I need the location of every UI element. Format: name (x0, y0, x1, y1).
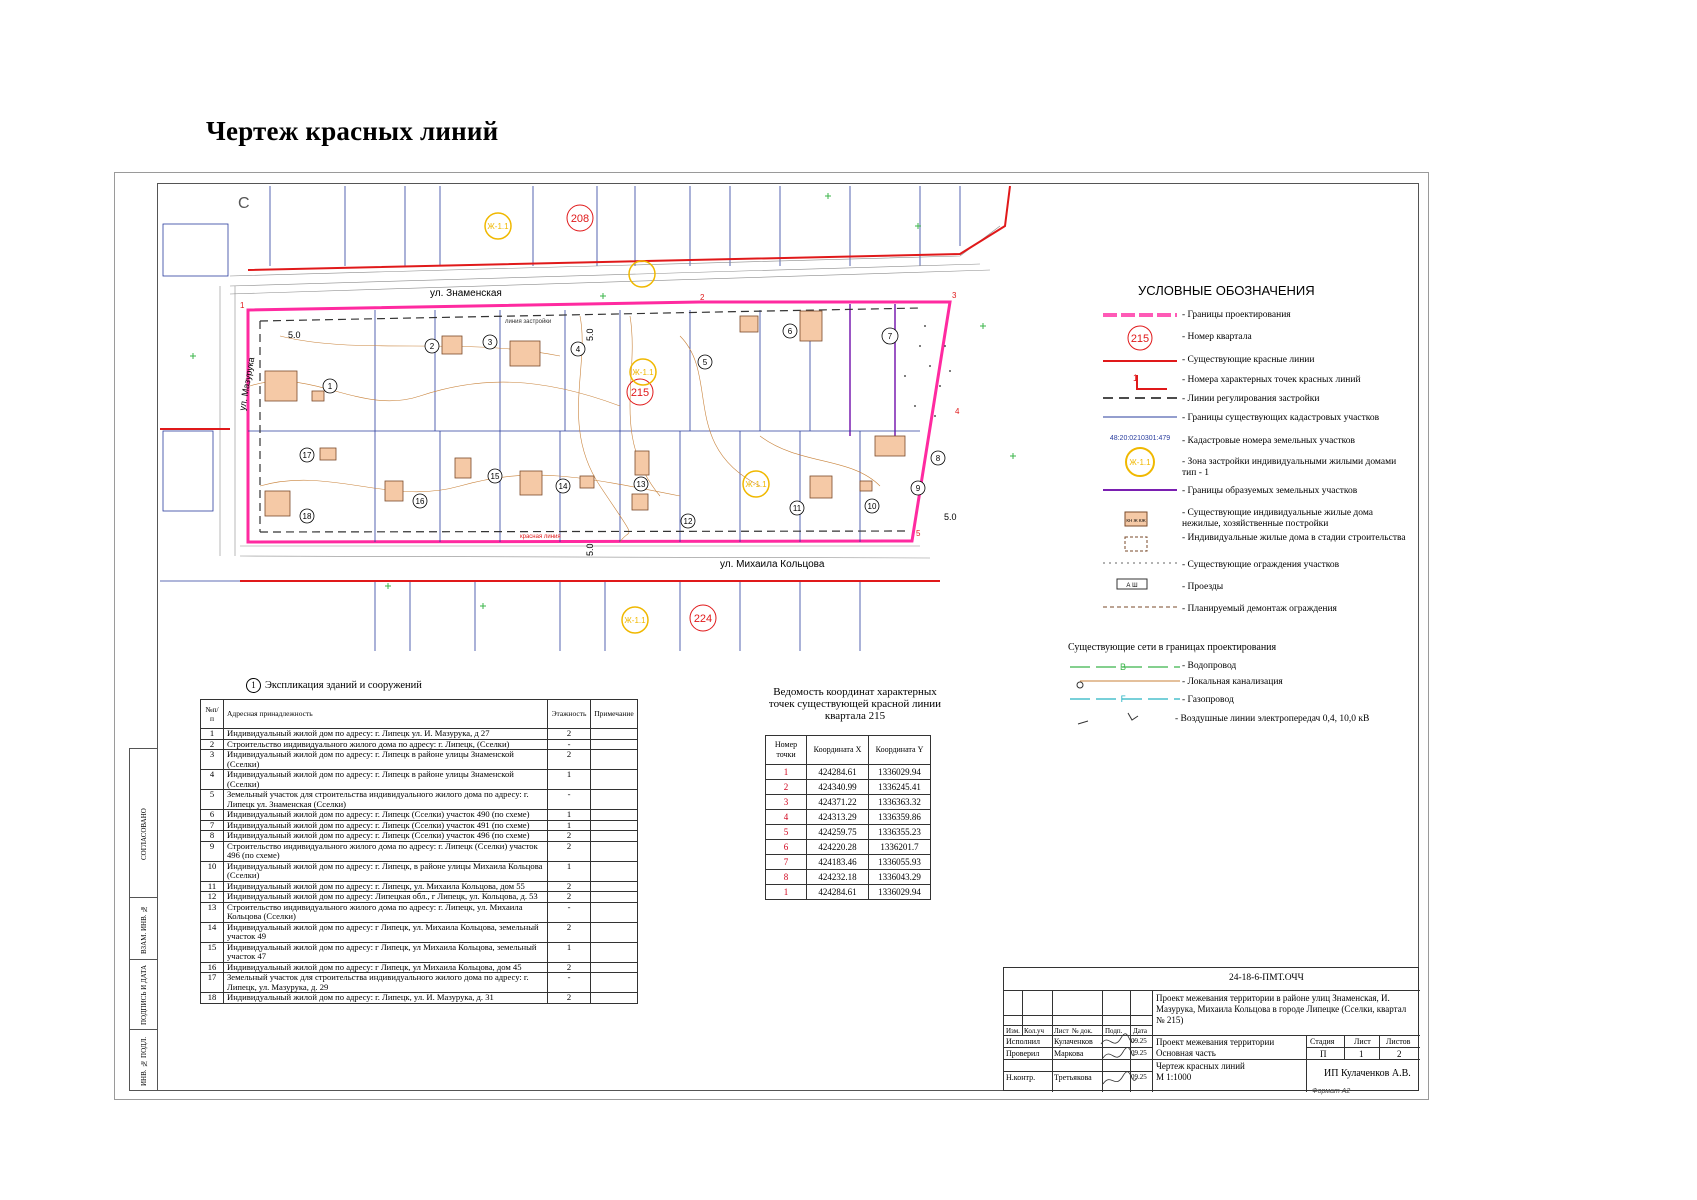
expl-header-note: Примечание (591, 700, 638, 729)
network-symbols (1068, 658, 1188, 728)
coord-cell-y: 1336363.32 (869, 795, 931, 810)
table-row (201, 881, 638, 892)
expl-cell-note (591, 892, 638, 903)
compass-north: С (238, 195, 250, 212)
coord-cell-point: 1 (766, 765, 807, 780)
expl-cell-address: Индивидуальный жилой дом по адресу: Липецкая обл., г Липецк, ул. Кольцова, д. 53 (224, 892, 548, 903)
expl-cell-note (591, 831, 638, 842)
coord-cell-point: 8 (766, 870, 807, 885)
expl-cell-address: Индивидуальный жилой дом по адресу: г. Липецк (Сселки) участок 491 (по схеме) (224, 820, 548, 831)
plot-7: 7 (887, 332, 893, 341)
stamp-project: Проект межевания территории в районе улиц Знаменская, И. Мазурука, Михаила Кольцова в городе Липецке (Сселки, квартал № 215) (1156, 993, 1407, 1025)
expl-cell-floors: 2 (548, 881, 591, 892)
signatures-icon (1099, 1032, 1139, 1092)
expl-cell-num: 3 (201, 750, 224, 770)
expl-cell-num: 14 (201, 922, 224, 942)
coord-header-point: Номер точки (766, 736, 807, 765)
plot-17: 17 (302, 451, 312, 460)
expl-cell-floors: - (548, 739, 591, 750)
expl-cell-address: Индивидуальный жилой дом по адресу: г. Липецк, в районе улицы Михаила Кольцова (Сселки) (224, 861, 548, 881)
expl-cell-note (591, 739, 638, 750)
point-1: 1 (240, 301, 245, 310)
expl-cell-floors: 1 (548, 770, 591, 790)
legend-item-build-line: - Линии регулирования застройки (1182, 394, 1320, 404)
legend-title: УСЛОВНЫЕ ОБОЗНАЧЕНИЯ (1138, 283, 1315, 298)
plot-6: 6 (787, 327, 793, 336)
table-row (201, 770, 638, 790)
street-mazuruka: ул. Мазурука (237, 356, 257, 412)
coord-cell-x: 424371.22 (807, 795, 869, 810)
table-row (766, 780, 931, 795)
table-row (766, 870, 931, 885)
network-sym-gas: Г (1120, 694, 1126, 704)
label-red-line: красная линия (520, 534, 561, 540)
side-sign-date: ПОДПИСЬ И ДАТА (140, 964, 148, 1026)
quarter-markers (567, 205, 716, 631)
expl-cell-address: Индивидуальный жилой дом по адресу: г. Липецк (Сселки) участок 496 (по схеме) (224, 831, 548, 842)
explication-title-num: 1 (246, 678, 261, 693)
coord-cell-x: 424284.61 (807, 885, 869, 900)
format-label: Формат А2 (1312, 1088, 1351, 1095)
plot-8: 8 (935, 454, 941, 463)
stamp-name-1: Кулаченков (1054, 1037, 1093, 1046)
street-znamenskaya: ул. Знаменская (430, 288, 502, 299)
side-agreed: СОГЛАСОВАНО (140, 808, 148, 860)
expl-cell-floors: 1 (548, 810, 591, 821)
legend-item-zone: - Зона застройки индивидуальными жилыми домами тип - 1 (1182, 457, 1397, 478)
coord-header-y: Координата Y (869, 736, 931, 765)
coord-cell-point: 2 (766, 780, 807, 795)
coord-cell-x: 424313.29 (807, 810, 869, 825)
expl-cell-address: Индивидуальный жилой дом по адресу: г. Липецк (Сселки) участок 490 (по схеме) (224, 810, 548, 821)
stamp-stage-value: П (1320, 1049, 1327, 1059)
explication-title (246, 678, 422, 693)
plot-3: 3 (487, 338, 493, 347)
coord-cell-x: 424340.99 (807, 780, 869, 795)
legend-sym-point: 1 (1133, 373, 1139, 383)
cadastral-borders-top (163, 186, 960, 511)
legend-item-cad-number: - Кадастровые номера земельных участков (1182, 436, 1356, 446)
expl-cell-floors: 2 (548, 841, 591, 861)
plot-18: 18 (302, 512, 312, 521)
stamp-date-3: 09.25 (1131, 1073, 1147, 1081)
stamp-sheets-header: Листов (1386, 1037, 1411, 1046)
stamp-role-3: Н.контр. (1006, 1073, 1036, 1082)
expl-cell-num: 17 (201, 973, 224, 993)
expl-cell-floors: 1 (548, 820, 591, 831)
quarter-224: 224 (693, 613, 713, 625)
legend-item-proj-border: - Границы проектирования (1182, 310, 1291, 320)
legend-item-demolish: - Планируемый демонтаж ограждения (1182, 604, 1337, 614)
legend-sym-zone: Ж-1.1 (1129, 458, 1151, 467)
expl-cell-floors: 1 (548, 942, 591, 962)
coord-cell-point: 1 (766, 885, 807, 900)
label-build-line: линия застройки (505, 319, 552, 325)
expl-cell-floors: 2 (548, 729, 591, 740)
expl-cell-floors: 2 (548, 993, 591, 1004)
plot-12: 12 (683, 517, 693, 526)
table-row (201, 810, 638, 821)
legend-item-red-line: - Существующие красные линии (1182, 355, 1315, 365)
stamp-col-sign: Подп. (1105, 1027, 1123, 1035)
explication-table (200, 699, 638, 1004)
expl-cell-num: 4 (201, 770, 224, 790)
red-line-points (240, 291, 960, 538)
table-row (201, 962, 638, 973)
expl-cell-note (591, 881, 638, 892)
legend-item-new-plot: - Границы образуемых земельных участков (1182, 486, 1358, 496)
coordinates-title: Ведомость координат характерных точек существующей красной линии квартала 215 (768, 686, 942, 722)
stamp-code: 24-18-6-ПМТ.ОЧЧ (1229, 973, 1304, 983)
table-row (201, 861, 638, 881)
expl-cell-num: 12 (201, 892, 224, 903)
stamp-col-kol: Кол.уч (1024, 1027, 1044, 1035)
coord-cell-y: 1336359.86 (869, 810, 931, 825)
table-row (766, 765, 931, 780)
expl-cell-num: 13 (201, 902, 224, 922)
expl-cell-num: 5 (201, 790, 224, 810)
setback-2: 5.0 (585, 328, 595, 341)
point-3: 3 (952, 291, 957, 300)
plot-10: 10 (867, 502, 877, 511)
expl-cell-address: Индивидуальный жилой дом по адресу: г. Липецк, ул. И. Мазурука, д. 31 (224, 993, 548, 1004)
coord-cell-x: 424284.61 (807, 765, 869, 780)
coord-cell-x: 424232.18 (807, 870, 869, 885)
coord-cell-y: 1336245.41 (869, 780, 931, 795)
plot-16: 16 (415, 497, 425, 506)
stamp-name-3: Третьякова (1054, 1073, 1092, 1082)
table-row (201, 831, 638, 842)
coord-cell-y: 1336201.7 (869, 840, 931, 855)
expl-cell-num: 15 (201, 942, 224, 962)
table-row (766, 825, 931, 840)
legend-item-house: - Существующие индивидуальные жилые дома нежилые, хозяйственные постройки (1182, 508, 1373, 529)
stamp-section: Проект межевания территории Основная часть (1156, 1037, 1275, 1058)
stamp-drawing: Чертеж красных линий (1156, 1061, 1245, 1071)
expl-cell-note (591, 750, 638, 770)
network-power: - Воздушные линии электропередач 0,4, 10,0 кВ (1175, 714, 1370, 724)
legend-item-house-new: - Индивидуальные жилые дома в стадии строительства (1182, 533, 1406, 543)
coord-cell-point: 5 (766, 825, 807, 840)
expl-cell-floors: 2 (548, 962, 591, 973)
coord-header-x: Координата X (807, 736, 869, 765)
zone-label-2: Ж-1.1 (632, 368, 654, 377)
stamp-sheet-value: 1 (1359, 1049, 1364, 1059)
expl-cell-note (591, 770, 638, 790)
plot-2: 2 (429, 342, 435, 351)
table-row (766, 885, 931, 900)
expl-cell-num: 18 (201, 993, 224, 1004)
plot-15: 15 (490, 472, 500, 481)
zone-label-3: Ж-1.1 (745, 480, 767, 489)
expl-cell-note (591, 993, 638, 1004)
explication-title-text: Экспликация зданий и сооружений (265, 680, 422, 691)
expl-cell-num: 7 (201, 820, 224, 831)
table-row (201, 892, 638, 903)
expl-cell-address: Индивидуальный жилой дом по адресу: г. Липецк в районе улицы Знаменской (Сселки) (224, 770, 548, 790)
legend-sym-house: КН Ж КЖ (1126, 518, 1146, 523)
expl-header-num: №п/п (201, 700, 224, 729)
zone-label-4: Ж-1.1 (624, 616, 646, 625)
new-plot-borders (850, 304, 895, 436)
stamp-col-list: Лист (1054, 1027, 1069, 1035)
expl-cell-address: Индивидуальный жилой дом по адресу: г. Липецк, ул. Михаила Кольцова, дом 55 (224, 881, 548, 892)
coord-cell-y: 1336029.94 (869, 885, 931, 900)
stamp-date-1: 09.25 (1131, 1037, 1147, 1045)
expl-cell-num: 9 (201, 841, 224, 861)
stamp-stage-header: Стадия (1310, 1037, 1335, 1046)
plot-4: 4 (575, 345, 581, 354)
coord-cell-y: 1336029.94 (869, 765, 931, 780)
expl-cell-note (591, 810, 638, 821)
coord-cell-x: 424259.75 (807, 825, 869, 840)
table-row (201, 973, 638, 993)
page-title: Чертеж красных линий (206, 116, 499, 146)
plot-5: 5 (702, 358, 708, 367)
networks-title: Существующие сети в границах проектирования (1068, 642, 1277, 653)
table-row (201, 922, 638, 942)
expl-cell-address: Индивидуальный жилой дом по адресу: г Липецк, ул. Михаила Кольцова, земельный участок 49 (224, 922, 548, 942)
expl-cell-address: Индивидуальный жилой дом по адресу: г Липецк, ул Михаила Кольцова, земельный участок 47 (224, 942, 548, 962)
table-row (201, 942, 638, 962)
legend-item-fence: - Существующие ограждения участков (1182, 560, 1340, 570)
expl-cell-address: Строительство индивидуального жилого дома по адресу: г. Липецк (Сселки) участок 496 (по схеме) (224, 841, 548, 861)
setback-4: 5.0 (944, 512, 957, 522)
stamp-sheets-value: 2 (1397, 1049, 1402, 1059)
stamp-col-izm: Изм. (1006, 1027, 1020, 1035)
network-sewer: - Локальная канализация (1182, 677, 1283, 687)
table-row (201, 993, 638, 1004)
coord-cell-y: 1336355.23 (869, 825, 931, 840)
legend-item-cad-border: - Границы существующих кадастровых участков (1182, 413, 1380, 423)
quarter-208: 208 (570, 213, 590, 225)
legend-sym-quarter: 215 (1130, 333, 1150, 345)
point-5: 5 (916, 529, 921, 538)
table-row (766, 840, 931, 855)
expl-cell-floors: - (548, 790, 591, 810)
table-row (201, 790, 638, 810)
point-2: 2 (700, 293, 705, 302)
expl-cell-floors: 2 (548, 831, 591, 842)
plot-1: 1 (327, 382, 333, 391)
expl-cell-address: Земельный участок для строительства индивидуального жилого дома по адресу: г. Липецк, ул. Мазурука, д. 29 (224, 973, 548, 993)
coord-cell-point: 6 (766, 840, 807, 855)
expl-cell-floors: 2 (548, 750, 591, 770)
expl-cell-note (591, 861, 638, 881)
table-row (766, 855, 931, 870)
stamp-sheet-header: Лист (1354, 1037, 1371, 1046)
side-replace: ВЗАМ. ИНВ. № (140, 904, 148, 954)
expl-cell-num: 10 (201, 861, 224, 881)
legend-item-quarter-number: - Номер квартала (1182, 332, 1252, 342)
expl-cell-floors: - (548, 973, 591, 993)
expl-cell-floors: - (548, 902, 591, 922)
plot-11: 11 (792, 504, 802, 513)
network-sym-water: В (1119, 662, 1127, 672)
legend-item-pass: - Проезды (1182, 582, 1224, 592)
table-row (201, 729, 638, 740)
table-row (201, 902, 638, 922)
expl-cell-num: 1 (201, 729, 224, 740)
table-row (201, 739, 638, 750)
expl-cell-num: 16 (201, 962, 224, 973)
coord-cell-point: 3 (766, 795, 807, 810)
expl-cell-address: Индивидуальный жилой дом по адресу: г. Липецк в районе улицы Знаменской (Сселки) (224, 750, 548, 770)
roads (220, 226, 1000, 558)
expl-cell-note (591, 922, 638, 942)
table-row (201, 820, 638, 831)
expl-cell-address: Индивидуальный жилой дом по адресу: г. Липецк ул. И. Мазурука, д 27 (224, 729, 548, 740)
plot-14: 14 (558, 482, 568, 491)
expl-cell-note (591, 902, 638, 922)
expl-cell-num: 6 (201, 810, 224, 821)
legend-sym-cad: 48:20:0210301:479 (1109, 435, 1171, 442)
expl-cell-num: 11 (201, 881, 224, 892)
coordinates-table (765, 735, 931, 900)
point-4: 4 (955, 407, 960, 416)
stamp-role-2: Проверил (1006, 1049, 1040, 1058)
expl-cell-floors: 2 (548, 922, 591, 942)
expl-cell-note (591, 973, 638, 993)
expl-cell-note (591, 942, 638, 962)
coord-cell-x: 424183.46 (807, 855, 869, 870)
stamp-date-2: 09.25 (1131, 1049, 1147, 1057)
project-boundary (248, 302, 950, 542)
expl-cell-floors: 2 (548, 892, 591, 903)
table-row (201, 750, 638, 770)
expl-cell-address: Индивидуальный жилой дом по адресу: г Липецк, ул Михаила Кольцова, дом 45 (224, 962, 548, 973)
table-row (201, 841, 638, 861)
stamp-name-2: Маркова (1054, 1049, 1084, 1058)
network-water: - Водопровод (1182, 661, 1237, 671)
coord-cell-point: 7 (766, 855, 807, 870)
coord-cell-point: 4 (766, 810, 807, 825)
quarter-215: 215 (630, 387, 650, 399)
network-gas: - Газопровод (1182, 695, 1234, 705)
street-koltsova: ул. Михаила Кольцова (720, 559, 825, 570)
title-block (1003, 967, 1419, 1091)
expl-cell-note (591, 841, 638, 861)
red-lines-map (160, 186, 1085, 651)
stamp-col-date: Дата (1133, 1027, 1147, 1035)
expl-header-address: Адресная принадлежность (224, 700, 548, 729)
setback-1: 5.0 (288, 330, 301, 340)
side-inv: ИНВ. № ПОДЛ. (140, 1036, 148, 1086)
expl-cell-address: Строительство индивидуального жилого дома по адресу: г. Липецк, ул. Михаила Кольцова (Сселки) (224, 902, 548, 922)
coord-cell-y: 1336043.29 (869, 870, 931, 885)
expl-cell-note (591, 820, 638, 831)
plot-9: 9 (915, 484, 921, 493)
stamp-col-doc: № док. (1072, 1027, 1093, 1035)
side-strip (129, 748, 157, 1091)
coord-cell-x: 424220.28 (807, 840, 869, 855)
cadastral-borders-bottom (160, 581, 880, 651)
legend-sym-pass: А Ш (1126, 583, 1138, 589)
expl-cell-note (591, 962, 638, 973)
expl-cell-num: 8 (201, 831, 224, 842)
legend-symbols (1095, 305, 1190, 640)
plot-13: 13 (636, 480, 646, 489)
table-row (766, 795, 931, 810)
setback-3: 5.0 (585, 543, 595, 556)
coord-cell-y: 1336055.93 (869, 855, 931, 870)
legend-item-red-point: - Номера характерных точек красных линий (1182, 375, 1361, 385)
table-row (766, 810, 931, 825)
expl-header-floors: Этажность (548, 700, 591, 729)
expl-cell-note (591, 729, 638, 740)
zone-markers (485, 213, 769, 633)
expl-cell-floors: 1 (548, 861, 591, 881)
stamp-role-1: Исполнил (1006, 1037, 1041, 1046)
expl-cell-num: 2 (201, 739, 224, 750)
stamp-company: ИП Кулаченков А.В. (1324, 1068, 1411, 1079)
zone-label-1: Ж-1.1 (487, 222, 509, 231)
stamp-scale: М 1:1000 (1156, 1072, 1192, 1082)
expl-cell-address: Земельный участок для строительства индивидуального жилого дома по адресу: г. Липецк ул. Знаменская (Сселки) (224, 790, 548, 810)
expl-cell-address: Строительство индивидуального жилого дома по адресу: г. Липецк, (Сселки) (224, 739, 548, 750)
expl-cell-note (591, 790, 638, 810)
